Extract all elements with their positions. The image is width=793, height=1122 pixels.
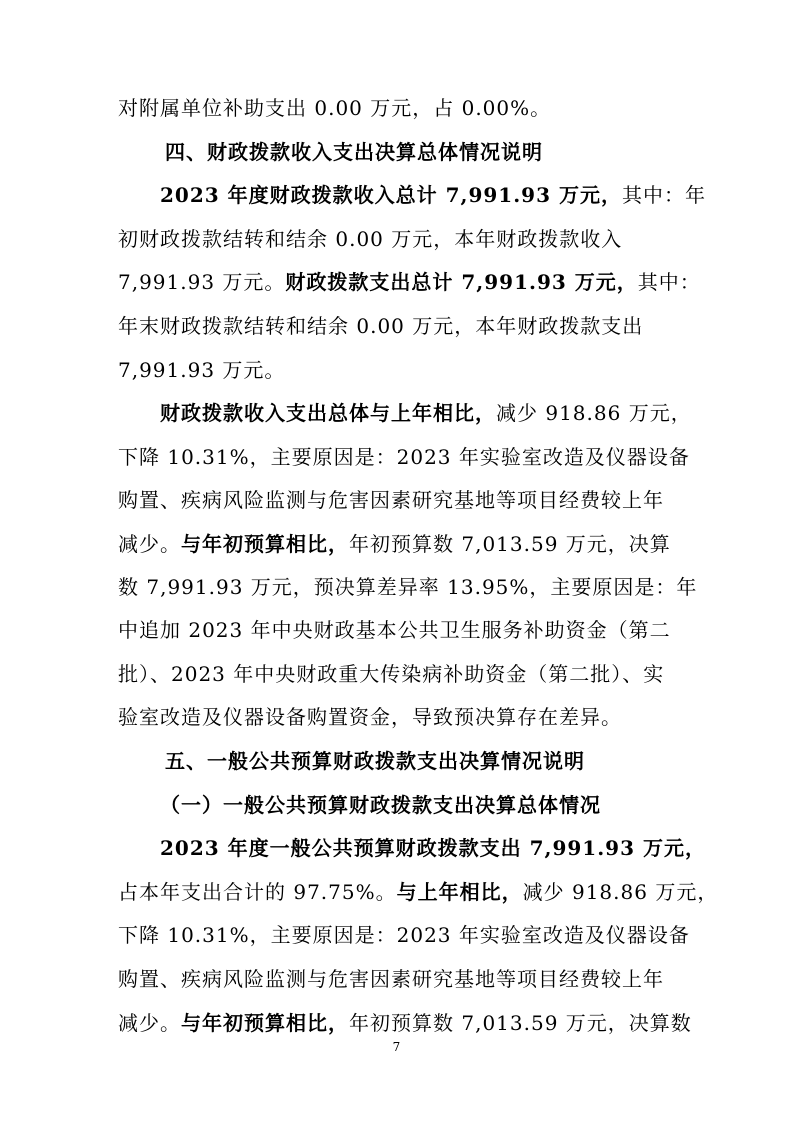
line-text: 批）、2023 年中央财政重大传染病补助资金（第二批）、实 bbox=[118, 662, 665, 686]
body-line bbox=[118, 618, 793, 642]
line-text: 年初预算数 7,013.59 万元，决算数 bbox=[349, 1011, 692, 1035]
body-line bbox=[118, 358, 793, 382]
page-number: 7 bbox=[392, 1040, 401, 1054]
emphasis-text: 与上年相比， bbox=[396, 880, 523, 904]
body-line bbox=[118, 488, 793, 512]
heading-text: 四、财政拨款收入支出决算总体情况说明 bbox=[165, 140, 543, 164]
body-line bbox=[118, 445, 793, 469]
heading-text: （一）一般公共预算财政拨款支出决算总体情况 bbox=[160, 793, 601, 817]
line-text: 对附属单位补助支出 0.00 万元，占 0.00%。 bbox=[118, 96, 552, 120]
emphasis-text: 财政拨款支出总计 7,991.93 万元， bbox=[285, 270, 638, 294]
line-text: 数 7,991.93 万元，预决算差异率 13.95%，主要原因是：年 bbox=[118, 575, 698, 599]
line-text: 验室改造及仪器设备购置资金，导致预决算存在差异。 bbox=[118, 705, 622, 729]
line-text: 初财政拨款结转和结余 0.00 万元，本年财政拨款收入 bbox=[118, 227, 623, 251]
line-text: 其中： bbox=[637, 270, 701, 294]
line-text: 下降 10.31%，主要原因是：2023 年实验室改造及仪器设备 bbox=[118, 923, 690, 947]
heading-text: 五、一般公共预算财政拨款支出决算情况说明 bbox=[165, 749, 585, 773]
emphasis-text: 2023 年度财政拨款收入总计 7,991.93 万元， bbox=[160, 183, 622, 207]
line-text: 年初预算数 7,013.59 万元，决算 bbox=[349, 532, 671, 556]
section-heading-5 bbox=[165, 749, 793, 773]
line-text: 占本年支出合计的 97.75%。 bbox=[118, 880, 397, 904]
line-text: 购置、疾病风险监测与危害因素研究基地等项目经费较上年 bbox=[118, 488, 664, 512]
body-line bbox=[118, 314, 793, 338]
body-line bbox=[118, 270, 793, 294]
body-line bbox=[118, 575, 793, 599]
line-text: 下降 10.31%，主要原因是：2023 年实验室改造及仪器设备 bbox=[118, 445, 690, 469]
subsection-heading bbox=[160, 793, 793, 817]
line-text: 减少。 bbox=[118, 532, 181, 556]
emphasis-text: 与年初预算相比， bbox=[181, 532, 349, 556]
body-line bbox=[118, 532, 793, 556]
emphasis-text: 2023 年度一般公共预算财政拨款支出 7,991.93 万元， bbox=[160, 836, 706, 860]
section-heading-4 bbox=[165, 140, 793, 164]
body-line bbox=[160, 401, 793, 425]
line-text: 减少 918.86 万元， bbox=[522, 880, 719, 904]
body-line bbox=[118, 1011, 793, 1035]
emphasis-text: 财政拨款收入支出总体与上年相比， bbox=[160, 401, 496, 425]
body-line bbox=[118, 967, 793, 991]
line-text: 中追加 2023 年中央财政基本公共卫生服务补助资金（第二 bbox=[118, 618, 671, 642]
line-text: 7,991.93 万元。 bbox=[118, 270, 286, 294]
line-text: 其中：年 bbox=[621, 183, 706, 207]
body-line bbox=[118, 662, 793, 686]
line-text: 购置、疾病风险监测与危害因素研究基地等项目经费较上年 bbox=[118, 967, 664, 991]
body-line bbox=[118, 227, 793, 251]
body-line bbox=[118, 880, 793, 904]
line-text: 减少。 bbox=[118, 1011, 181, 1035]
body-line bbox=[118, 923, 793, 947]
emphasis-text: 与年初预算相比， bbox=[181, 1011, 349, 1035]
line-text: 7,991.93 万元。 bbox=[118, 358, 286, 382]
body-line bbox=[118, 96, 793, 120]
body-line bbox=[160, 183, 793, 207]
body-line bbox=[160, 836, 793, 860]
line-text: 减少 918.86 万元， bbox=[496, 401, 692, 425]
body-line bbox=[118, 705, 793, 729]
line-text: 年末财政拨款结转和结余 0.00 万元，本年财政拨款支出 bbox=[118, 314, 644, 338]
